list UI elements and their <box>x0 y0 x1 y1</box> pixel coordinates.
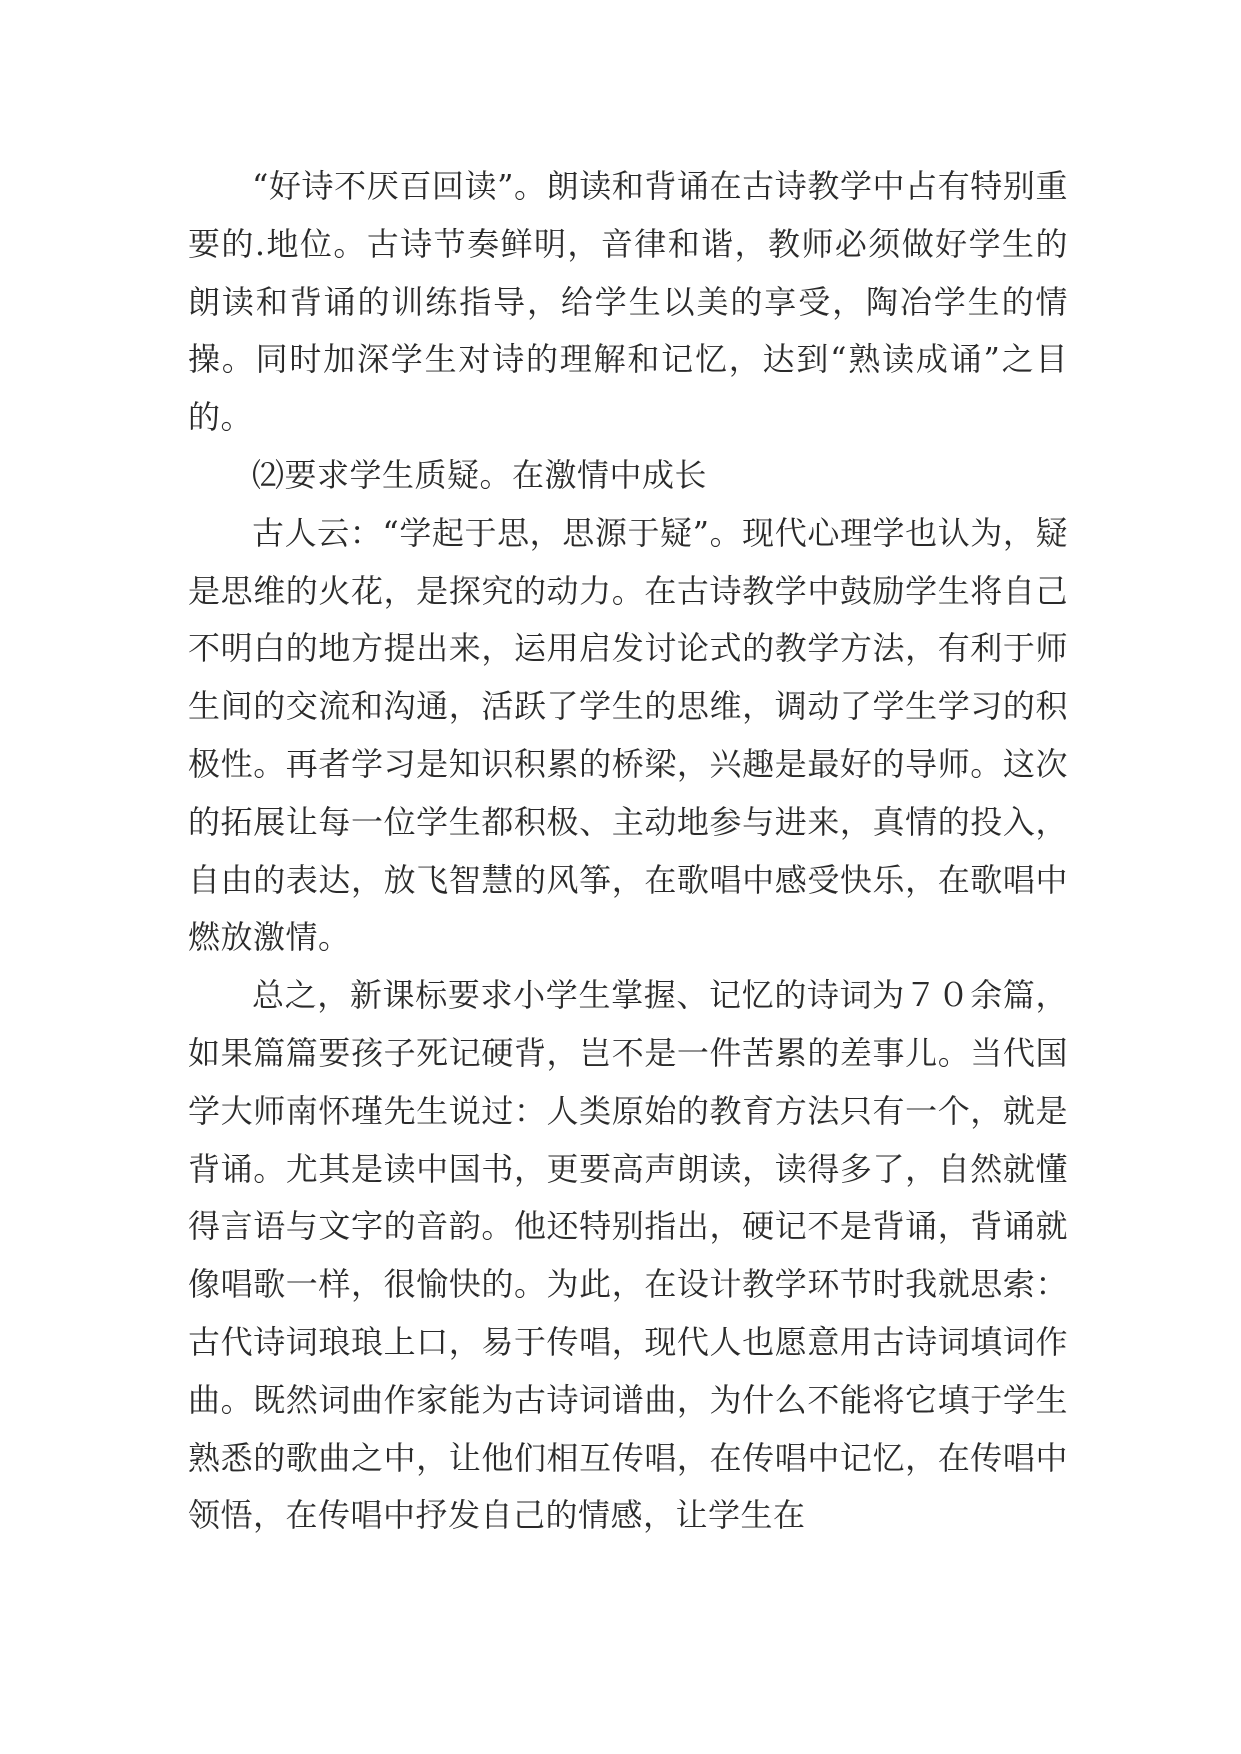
document-body <box>188 158 1068 1545</box>
paragraph-conclusion: 总之，新课标要求小学生掌握、记忆的诗词为７０余篇，如果篇篇要孩子死记硬背，岂不是一件苦累的差事儿。当代国学大师南怀瑾先生说过：人类原始的教育方法只有一个，就是背诵。尤其是读中国书，更要高声朗读，读得多了，自然就懂得言语与文字的音韵。他还特别指出，硬记不是背诵，背诵就像唱歌一样，很愉快的。为此，在设计教学环节时我就思索：古代诗词琅琅上口，易于传唱，现代人也愿意用古诗词填词作曲。既然词曲作家能为古诗词谱曲，为什么不能将它填于学生熟悉的歌曲之中，让他们相互传唱，在传唱中记忆，在传唱中领悟，在传唱中抒发自己的情感，让学生在 <box>188 976 1068 1535</box>
section-heading-questioning: ⑵要求学生质疑。在激情中成长 <box>252 455 708 494</box>
paragraph-recitation: “好诗不厌百回读”。朗读和背诵在古诗教学中占有特别重要的.地位。古诗节奏鲜明，音律和谐，教师必须做好学生的朗读和背诵的训练指导，给学生以美的享受，陶冶学生的情操。同时加深学生对诗的理解和记忆，达到“熟读成诵”之目的。 <box>188 167 1068 437</box>
paragraph-questioning: 古人云：“学起于思，思源于疑”。现代心理学也认为，疑是思维的火花，是探究的动力。在古诗教学中鼓励学生将自己不明白的地方提出来，运用启发讨论式的教学方法，有利于师生间的交流和沟通，活跃了学生的思维，调动了学生学习的积极性。再者学习是知识积累的桥梁，兴趣是最好的导师。这次的拓展让每一位学生都积极、主动地参与进来，真情的投入，自由的表达，放飞智慧的风筝，在歌唱中感受快乐，在歌唱中燃放激情。 <box>188 513 1068 957</box>
